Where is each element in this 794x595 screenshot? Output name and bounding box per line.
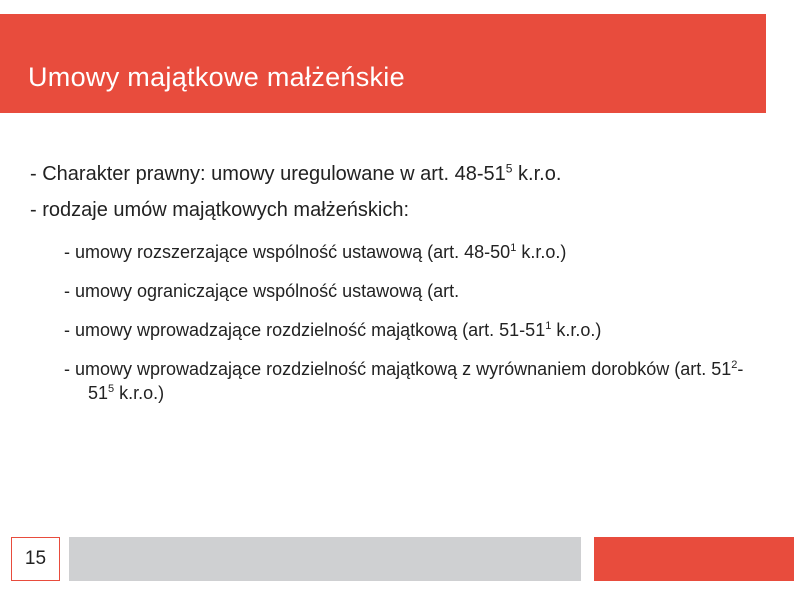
- sub-bullet-separation-equalization: [64, 357, 750, 405]
- sub-bullet-equalization-mid: -51: [88, 359, 744, 403]
- sub-bullet-separation-prefix: - umowy wprowadzające rozdzielność majątkową (art. 51-51: [64, 320, 546, 340]
- sub-bullet-separation-sup: 1: [545, 320, 552, 332]
- sub-bullet-extending-prefix: - umowy rozszerzające wspólność ustawową (art. 48-50: [64, 242, 511, 262]
- sub-bullet-equalization-prefix: - umowy wprowadzające rozdzielność majątkową z wyrównaniem dorobków (art. 51: [64, 359, 732, 379]
- bullet-contract-types: [30, 196, 750, 224]
- bullet-legal-nature: [30, 160, 750, 188]
- slide-title: Umowy majątkowe małżeńskie: [28, 62, 405, 92]
- sub-bullet-extending: [64, 240, 750, 264]
- sub-bullet-extending-sup: 1: [510, 242, 517, 254]
- bullet-contract-types-text: - rodzaje umów majątkowych małżeńskich:: [30, 199, 410, 221]
- sub-bullet-limiting: [64, 279, 750, 303]
- page-number-box: [11, 537, 60, 581]
- sub-bullet-separation: [64, 318, 750, 342]
- sub-bullet-equalization-sup2: 5: [108, 383, 115, 395]
- sub-bullet-separation-suffix: k.r.o.): [551, 320, 602, 340]
- sub-bullet-equalization-suffix: k.r.o.): [114, 383, 165, 403]
- bullet-legal-nature-prefix: - Charakter prawny: umowy uregulowane w art. 48-51: [30, 163, 506, 185]
- bullet-legal-nature-suffix: k.r.o.: [512, 163, 562, 185]
- sub-bullet-limiting-text: - umowy ograniczające wspólność ustawową (art.: [64, 281, 460, 301]
- footer-red-bar: [594, 537, 794, 581]
- slide-content: [30, 160, 750, 420]
- page-number: 15: [24, 548, 47, 569]
- bullet-legal-nature-sup: 5: [505, 161, 513, 176]
- footer-gray-bar: [69, 537, 581, 581]
- sub-bullet-equalization-sup1: 2: [731, 359, 738, 371]
- sub-bullet-extending-suffix: k.r.o.): [516, 242, 567, 262]
